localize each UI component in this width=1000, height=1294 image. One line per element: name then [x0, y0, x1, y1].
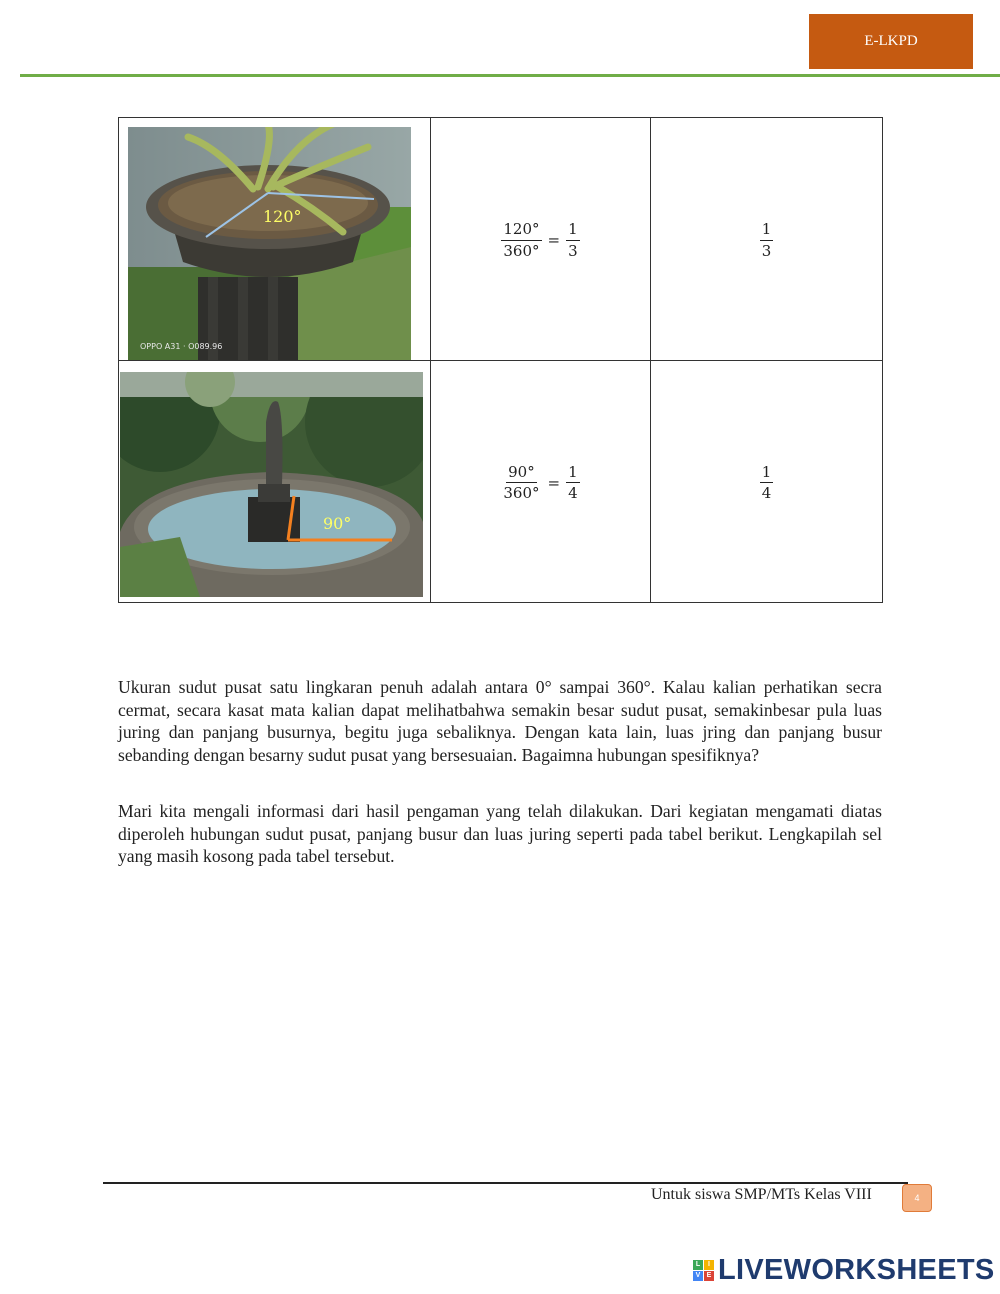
fraction-numerator: 1: [760, 464, 774, 484]
liveworksheets-brand[interactable]: [693, 1255, 995, 1285]
angle-label-90: 90°: [323, 514, 352, 533]
photo-cell: [119, 118, 431, 361]
logo-letter: E: [704, 1271, 714, 1281]
fraction-cell: [651, 118, 883, 361]
fraction-denominator: 3: [761, 241, 772, 260]
footer-divider: [103, 1182, 908, 1184]
logo-letter: V: [693, 1271, 703, 1281]
ratio-denominator: 4: [568, 484, 578, 502]
ratio-equation: [501, 464, 579, 502]
footer-caption: Untuk siswa SMP/MTs Kelas VIII: [651, 1186, 872, 1203]
table-row: [119, 361, 883, 603]
brand-name: LIVEWORKSHEETS: [718, 1253, 995, 1286]
page-number: 4: [902, 1184, 932, 1212]
equals-sign: =: [547, 473, 561, 492]
ratio-equation: [501, 221, 579, 259]
result-fraction: [760, 221, 774, 259]
paragraph-instruction: Mari kita mengali informasi dari hasil pengaman yang telah dilakukan. Dari kegiatan mengamati diatas diperoleh hubungan sudut pusat, panjang busur dan luas juring seperti pada tabel berikut. Lengkapilah sel yang masih kosong pada tabel tersebut.: [118, 801, 882, 866]
table-row: [119, 118, 883, 361]
ratio-cell: [431, 118, 651, 361]
equals-sign: =: [547, 231, 561, 249]
fraction-denominator: 4: [761, 484, 772, 502]
fraction-cell: [651, 361, 883, 603]
ratio-left-fraction: [501, 464, 541, 502]
ratio-left-fraction: [501, 221, 541, 259]
paragraph-intro: Ukuran sudut pusat satu lingkaran penuh adalah antara 0° sampai 360°. Kalau kalian perhatikan secra cermat, secara kasat mata kalian dapat melihatbahwa semakin besar sudut pusat, semakinbesar pula luas juring dan panjang busurnya, begitu juga sebaliknya. Dengan kata lain, luas jring dan panjang busur sebanding dengan besarny sudut pusat yang bersesuaian. Bagaimna hubungan spesifiknya?: [118, 677, 882, 765]
flower-pot-photo: [128, 127, 411, 360]
ratio-numerator: 1: [566, 464, 580, 484]
liveworksheets-logo-icon: [693, 1260, 714, 1281]
fraction-numerator: 1: [760, 221, 774, 241]
fraction: [760, 464, 774, 502]
ratio-numerator: 1: [566, 221, 580, 241]
fountain-image: [120, 372, 423, 597]
result-fraction: [760, 464, 774, 502]
ratio-right-fraction: [566, 464, 580, 502]
logo-letter: I: [704, 1260, 714, 1270]
header-divider: [20, 74, 1000, 77]
header-tag: E-LKPD: [809, 14, 973, 69]
photo-watermark: OPPO A31 · O089.96: [140, 342, 223, 351]
fountain-photo: [120, 372, 423, 597]
flower-pot-image: [128, 127, 411, 360]
ratio-cell: [431, 361, 651, 603]
logo-letter: L: [693, 1260, 703, 1270]
ratio-numerator: 90°: [506, 464, 537, 484]
angle-label-120: 120°: [263, 207, 302, 226]
fraction: [760, 221, 774, 259]
ratio-denominator: 360°: [503, 484, 540, 502]
ratio-denominator: 3: [568, 241, 578, 260]
photo-cell: [119, 361, 431, 603]
ratio-denominator: 360°: [503, 241, 540, 260]
ratio-numerator: 120°: [501, 221, 541, 241]
ratio-right-fraction: [566, 221, 580, 259]
angle-table: [118, 117, 883, 603]
